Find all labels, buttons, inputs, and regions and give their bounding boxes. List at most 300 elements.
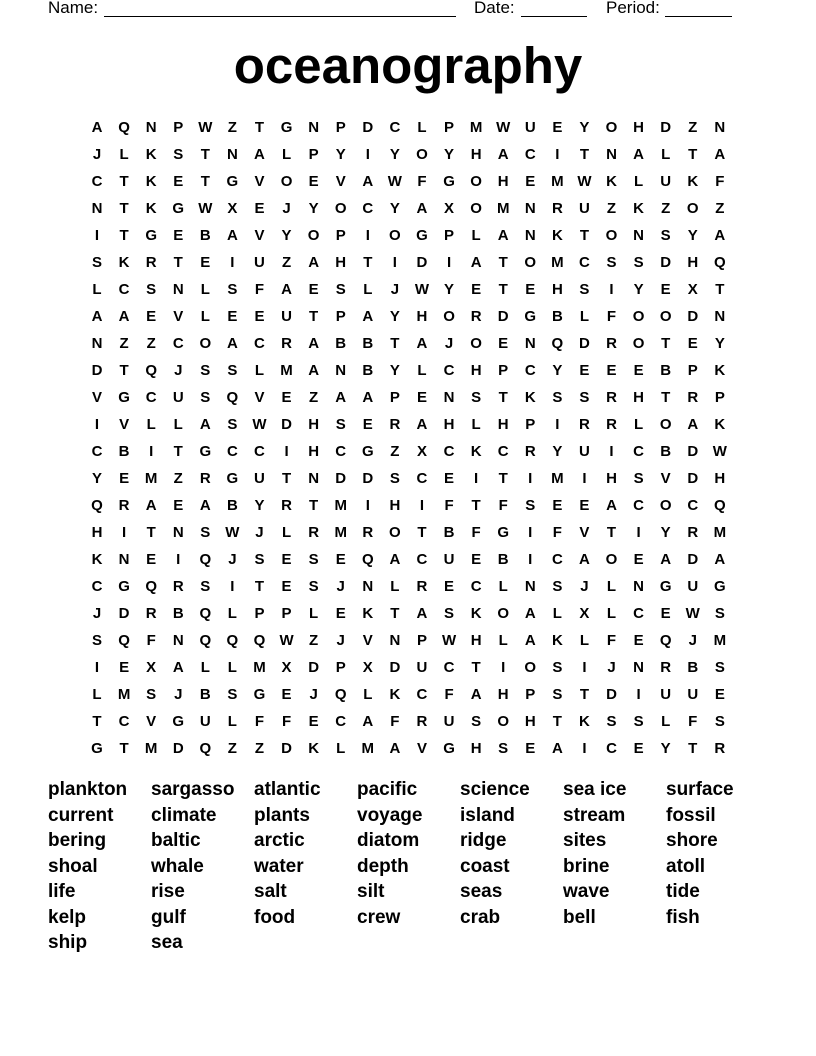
grid-letter[interactable]: I <box>284 443 289 460</box>
grid-letter[interactable]: A <box>254 146 265 163</box>
grid-letter[interactable]: N <box>633 659 645 676</box>
grid-letter[interactable]: N <box>524 200 536 217</box>
grid-letter[interactable]: S <box>444 605 455 622</box>
grid-letter[interactable]: R <box>470 308 482 325</box>
grid-letter[interactable]: F <box>390 713 400 730</box>
grid-letter[interactable]: O <box>443 308 455 325</box>
grid-letter[interactable]: A <box>606 497 617 514</box>
grid-letter[interactable]: Q <box>713 497 726 514</box>
grid-letter[interactable]: S <box>308 551 319 568</box>
grid-letter[interactable]: J <box>444 335 454 352</box>
grid-letter[interactable]: K <box>145 173 157 190</box>
grid-letter[interactable]: Q <box>199 605 212 622</box>
grid-letter[interactable]: O <box>524 659 537 676</box>
grid-letter[interactable]: S <box>498 740 509 757</box>
grid-letter[interactable]: N <box>308 470 320 487</box>
grid-letter[interactable]: C <box>145 389 157 406</box>
grid-letter[interactable]: S <box>525 497 536 514</box>
grid-letter[interactable]: E <box>444 470 455 487</box>
grid-letter[interactable]: A <box>416 335 428 352</box>
grid-letter[interactable]: A <box>362 713 374 730</box>
grid-letter[interactable]: Y <box>714 335 725 352</box>
grid-letter[interactable]: K <box>470 443 482 460</box>
grid-letter[interactable]: A <box>714 551 726 568</box>
grid-letter[interactable]: R <box>579 416 590 433</box>
grid-letter[interactable]: C <box>633 497 645 514</box>
grid-letter[interactable]: R <box>389 416 401 433</box>
grid-letter[interactable]: F <box>254 281 265 298</box>
grid-letter[interactable]: H <box>714 470 726 487</box>
grid-letter[interactable]: F <box>715 173 725 190</box>
grid-letter[interactable]: Q <box>226 389 239 406</box>
grid-letter[interactable]: C <box>633 443 645 460</box>
grid-letter[interactable]: M <box>117 686 131 703</box>
grid-letter[interactable]: T <box>498 254 508 271</box>
grid-letter[interactable]: N <box>172 281 184 298</box>
grid-letter[interactable]: F <box>254 713 265 730</box>
grid-letter[interactable]: L <box>200 659 210 676</box>
grid-letter[interactable]: H <box>389 497 401 514</box>
grid-letter[interactable]: G <box>443 173 455 190</box>
grid-letter[interactable]: I <box>555 416 560 433</box>
grid-letter[interactable]: I <box>121 524 127 541</box>
grid-letter[interactable]: B <box>687 659 699 676</box>
grid-letter[interactable]: D <box>687 551 699 568</box>
grid-letter[interactable]: V <box>254 227 265 244</box>
grid-letter[interactable]: M <box>551 470 564 487</box>
grid-letter[interactable]: A <box>416 416 428 433</box>
grid-letter[interactable]: R <box>416 578 428 595</box>
grid-letter[interactable]: G <box>199 443 212 460</box>
grid-letter[interactable]: W <box>387 173 402 190</box>
grid-letter[interactable]: P <box>498 362 509 379</box>
grid-letter[interactable]: L <box>227 659 237 676</box>
grid-letter[interactable]: V <box>146 713 157 730</box>
grid-letter[interactable]: F <box>471 524 481 541</box>
grid-letter[interactable]: A <box>226 227 238 244</box>
grid-letter[interactable]: E <box>660 605 671 622</box>
grid-letter[interactable]: R <box>524 443 536 460</box>
grid-letter[interactable]: W <box>496 119 511 136</box>
grid-letter[interactable]: Q <box>361 551 374 568</box>
grid-letter[interactable]: C <box>470 578 482 595</box>
grid-letter[interactable]: T <box>119 200 129 217</box>
grid-letter[interactable]: Y <box>660 740 671 757</box>
grid-letter[interactable]: D <box>687 470 699 487</box>
grid-letter[interactable]: L <box>363 686 373 703</box>
grid-letter[interactable]: P <box>714 389 725 406</box>
grid-letter[interactable]: X <box>444 200 455 217</box>
grid-letter[interactable]: U <box>416 659 428 676</box>
grid-letter[interactable]: V <box>254 389 265 406</box>
grid-letter[interactable]: E <box>633 632 644 649</box>
grid-letter[interactable]: D <box>687 308 699 325</box>
grid-letter[interactable]: S <box>606 254 617 271</box>
grid-letter[interactable]: D <box>579 335 590 352</box>
grid-letter[interactable]: T <box>309 497 319 514</box>
grid-letter[interactable]: I <box>365 227 370 244</box>
grid-letter[interactable]: O <box>470 173 482 190</box>
grid-letter[interactable]: H <box>470 146 482 163</box>
grid-letter[interactable]: V <box>579 524 590 541</box>
grid-letter[interactable]: H <box>308 416 320 433</box>
grid-letter[interactable]: C <box>524 362 536 379</box>
grid-letter[interactable]: S <box>633 254 644 271</box>
grid-letter[interactable]: A <box>389 551 401 568</box>
grid-letter[interactable]: W <box>712 443 727 460</box>
grid-letter[interactable]: R <box>660 659 672 676</box>
grid-letter[interactable]: O <box>659 416 672 433</box>
grid-letter[interactable]: R <box>606 416 617 433</box>
grid-letter[interactable]: K <box>470 605 482 622</box>
grid-letter[interactable]: O <box>307 227 320 244</box>
grid-letter[interactable]: T <box>281 470 292 487</box>
grid-letter[interactable]: P <box>335 659 346 676</box>
grid-letter[interactable]: N <box>524 578 536 595</box>
grid-letter[interactable]: M <box>361 740 375 757</box>
grid-letter[interactable]: D <box>281 416 292 433</box>
grid-letter[interactable]: D <box>497 308 509 325</box>
grid-letter[interactable]: N <box>524 227 536 244</box>
grid-letter[interactable]: E <box>227 308 238 325</box>
grid-letter[interactable]: M <box>334 497 347 514</box>
grid-letter[interactable]: J <box>688 632 697 649</box>
grid-letter[interactable]: N <box>633 578 645 595</box>
grid-letter[interactable]: E <box>525 173 536 190</box>
grid-letter[interactable]: S <box>200 524 211 541</box>
grid-letter[interactable]: C <box>172 335 184 352</box>
grid-letter[interactable]: N <box>714 119 726 136</box>
grid-letter[interactable]: A <box>579 551 590 568</box>
grid-letter[interactable]: S <box>552 686 563 703</box>
grid-letter[interactable]: Q <box>91 497 103 514</box>
grid-letter[interactable]: E <box>633 551 644 568</box>
grid-letter[interactable]: F <box>281 713 292 730</box>
name-field[interactable] <box>104 16 456 17</box>
grid-letter[interactable]: C <box>606 740 617 757</box>
grid-letter[interactable]: Z <box>227 119 237 136</box>
grid-letter[interactable]: R <box>308 524 320 541</box>
grid-letter[interactable]: P <box>308 146 319 163</box>
grid-letter[interactable]: Y <box>444 281 455 298</box>
grid-letter[interactable]: E <box>173 227 184 244</box>
grid-letter[interactable]: T <box>579 227 590 244</box>
grid-letter[interactable]: Y <box>254 497 265 514</box>
grid-letter[interactable]: I <box>528 524 533 541</box>
grid-letter[interactable]: L <box>661 146 671 163</box>
grid-letter[interactable]: S <box>91 632 102 649</box>
grid-letter[interactable]: G <box>659 578 672 595</box>
grid-letter[interactable]: T <box>552 713 562 730</box>
grid-letter[interactable]: G <box>118 578 130 595</box>
grid-letter[interactable]: A <box>281 281 292 298</box>
grid-letter[interactable]: K <box>389 686 401 703</box>
grid-letter[interactable]: K <box>687 173 699 190</box>
grid-letter[interactable]: P <box>444 227 455 244</box>
grid-letter[interactable]: R <box>714 740 726 757</box>
grid-letter[interactable]: U <box>660 686 672 703</box>
grid-letter[interactable]: S <box>660 227 671 244</box>
grid-letter[interactable]: Y <box>444 146 455 163</box>
grid-letter[interactable]: A <box>362 389 374 406</box>
grid-letter[interactable]: C <box>254 443 265 460</box>
grid-letter[interactable]: C <box>551 551 563 568</box>
grid-letter[interactable]: E <box>444 578 455 595</box>
grid-letter[interactable]: H <box>497 173 509 190</box>
grid-letter[interactable]: L <box>471 227 481 244</box>
grid-letter[interactable]: T <box>498 281 508 298</box>
grid-letter[interactable]: F <box>552 524 562 541</box>
grid-letter[interactable]: M <box>144 740 158 757</box>
grid-letter[interactable]: E <box>633 362 644 379</box>
grid-letter[interactable]: I <box>392 254 397 271</box>
grid-letter[interactable]: K <box>606 173 617 190</box>
grid-letter[interactable]: J <box>174 362 183 379</box>
grid-letter[interactable]: E <box>308 281 319 298</box>
grid-letter[interactable]: K <box>524 389 536 406</box>
grid-letter[interactable]: Q <box>118 632 130 649</box>
grid-letter[interactable]: M <box>334 524 347 541</box>
period-field[interactable] <box>665 16 732 17</box>
grid-letter[interactable]: R <box>606 389 617 406</box>
grid-letter[interactable]: E <box>471 281 482 298</box>
grid-letter[interactable]: I <box>609 281 614 298</box>
grid-letter[interactable]: L <box>92 281 102 298</box>
grid-letter[interactable]: P <box>525 686 536 703</box>
grid-letter[interactable]: C <box>118 713 130 730</box>
grid-letter[interactable]: C <box>687 497 699 514</box>
grid-letter[interactable]: A <box>91 308 103 325</box>
grid-letter[interactable]: N <box>335 362 347 379</box>
grid-letter[interactable]: W <box>414 281 430 298</box>
grid-letter[interactable]: R <box>606 335 617 352</box>
grid-letter[interactable]: T <box>498 389 508 406</box>
grid-letter[interactable]: E <box>119 470 130 487</box>
grid-letter[interactable]: A <box>362 308 374 325</box>
grid-letter[interactable]: U <box>579 443 590 460</box>
grid-letter[interactable]: R <box>145 605 157 622</box>
grid-letter[interactable]: T <box>715 281 725 298</box>
grid-letter[interactable]: E <box>281 551 292 568</box>
grid-letter[interactable]: J <box>282 200 291 217</box>
grid-letter[interactable]: K <box>551 227 563 244</box>
grid-letter[interactable]: S <box>227 281 238 298</box>
grid-letter[interactable]: O <box>334 200 347 217</box>
grid-letter[interactable]: T <box>119 362 129 379</box>
grid-letter[interactable]: W <box>225 524 240 541</box>
grid-letter[interactable]: T <box>200 146 210 163</box>
grid-letter[interactable]: Y <box>389 362 400 379</box>
grid-letter[interactable]: E <box>633 740 644 757</box>
grid-letter[interactable]: I <box>636 524 641 541</box>
grid-letter[interactable]: S <box>200 362 211 379</box>
grid-letter[interactable]: J <box>228 551 237 568</box>
grid-letter[interactable]: H <box>633 389 645 406</box>
grid-letter[interactable]: C <box>362 200 374 217</box>
grid-letter[interactable]: S <box>714 659 725 676</box>
grid-letter[interactable]: X <box>227 200 238 217</box>
grid-letter[interactable]: Y <box>389 200 400 217</box>
grid-letter[interactable]: E <box>525 740 536 757</box>
grid-letter[interactable]: A <box>308 335 320 352</box>
grid-letter[interactable]: K <box>145 200 157 217</box>
grid-letter[interactable]: E <box>552 497 563 514</box>
grid-letter[interactable]: E <box>173 497 184 514</box>
grid-letter[interactable]: I <box>365 146 370 163</box>
grid-letter[interactable]: T <box>661 389 671 406</box>
grid-letter[interactable]: O <box>605 227 618 244</box>
grid-letter[interactable]: S <box>200 578 211 595</box>
grid-letter[interactable]: E <box>714 686 725 703</box>
grid-letter[interactable]: Z <box>173 470 183 487</box>
grid-letter[interactable]: F <box>146 632 156 649</box>
grid-letter[interactable]: T <box>498 470 508 487</box>
grid-letter[interactable]: E <box>498 335 509 352</box>
grid-letter[interactable]: I <box>94 659 100 676</box>
grid-letter[interactable]: C <box>497 443 509 460</box>
grid-letter[interactable]: G <box>524 308 537 325</box>
grid-letter[interactable]: Q <box>253 632 266 649</box>
grid-letter[interactable]: M <box>551 173 564 190</box>
grid-letter[interactable]: W <box>441 632 457 649</box>
grid-letter[interactable]: R <box>551 200 563 217</box>
grid-letter[interactable]: A <box>497 146 509 163</box>
grid-letter[interactable]: L <box>634 173 644 190</box>
grid-letter[interactable]: A <box>362 173 374 190</box>
grid-letter[interactable]: H <box>308 443 320 460</box>
grid-letter[interactable]: V <box>416 740 427 757</box>
grid-letter[interactable]: G <box>91 740 103 757</box>
grid-letter[interactable]: L <box>606 605 617 622</box>
grid-letter[interactable]: L <box>417 119 427 136</box>
grid-letter[interactable]: T <box>471 659 481 676</box>
grid-letter[interactable]: O <box>280 173 293 190</box>
grid-letter[interactable]: V <box>119 416 130 433</box>
grid-letter[interactable]: O <box>632 308 645 325</box>
grid-letter[interactable]: K <box>579 713 590 730</box>
grid-letter[interactable]: L <box>634 416 644 433</box>
grid-letter[interactable]: D <box>606 686 617 703</box>
grid-letter[interactable]: G <box>145 227 157 244</box>
grid-letter[interactable]: E <box>281 389 292 406</box>
grid-letter[interactable]: E <box>606 362 617 379</box>
grid-letter[interactable]: K <box>362 605 374 622</box>
grid-letter[interactable]: P <box>173 119 184 136</box>
grid-letter[interactable]: F <box>444 686 454 703</box>
grid-letter[interactable]: T <box>92 713 102 730</box>
grid-letter[interactable]: C <box>443 362 455 379</box>
grid-letter[interactable]: I <box>149 443 154 460</box>
grid-letter[interactable]: H <box>470 740 482 757</box>
grid-letter[interactable]: S <box>552 578 563 595</box>
grid-letter[interactable]: R <box>281 335 292 352</box>
grid-letter[interactable]: I <box>419 497 425 514</box>
grid-letter[interactable]: F <box>606 632 617 649</box>
grid-letter[interactable]: S <box>579 281 590 298</box>
grid-letter[interactable]: L <box>92 686 102 703</box>
grid-letter[interactable]: A <box>308 254 320 271</box>
grid-letter[interactable]: N <box>91 200 103 217</box>
grid-letter[interactable]: O <box>659 497 672 514</box>
grid-letter[interactable]: X <box>362 659 373 676</box>
grid-letter[interactable]: D <box>687 443 699 460</box>
grid-letter[interactable]: Y <box>633 281 644 298</box>
grid-letter[interactable]: R <box>145 254 157 271</box>
grid-letter[interactable]: G <box>253 686 266 703</box>
grid-letter[interactable]: A <box>470 254 482 271</box>
date-field[interactable] <box>521 16 587 17</box>
grid-letter[interactable]: L <box>254 362 265 379</box>
grid-letter[interactable]: G <box>172 200 185 217</box>
grid-letter[interactable]: E <box>119 659 130 676</box>
grid-letter[interactable]: Q <box>199 740 212 757</box>
grid-letter[interactable]: X <box>146 659 157 676</box>
grid-letter[interactable]: U <box>199 713 211 730</box>
grid-letter[interactable]: D <box>660 119 672 136</box>
grid-letter[interactable]: W <box>198 200 213 217</box>
grid-letter[interactable]: Y <box>389 146 400 163</box>
grid-letter[interactable]: C <box>91 443 103 460</box>
grid-letter[interactable]: N <box>362 578 374 595</box>
grid-letter[interactable]: U <box>254 470 265 487</box>
grid-letter[interactable]: A <box>335 389 347 406</box>
grid-letter[interactable]: D <box>416 254 428 271</box>
grid-letter[interactable]: K <box>118 254 130 271</box>
grid-letter[interactable]: A <box>687 416 699 433</box>
grid-letter[interactable]: Q <box>226 632 239 649</box>
grid-letter[interactable]: B <box>660 443 672 460</box>
grid-letter[interactable]: E <box>146 308 157 325</box>
grid-letter[interactable]: D <box>660 254 672 271</box>
grid-letter[interactable]: K <box>91 551 103 568</box>
grid-letter[interactable]: L <box>281 146 292 163</box>
grid-letter[interactable]: I <box>230 578 235 595</box>
grid-letter[interactable]: J <box>607 659 616 676</box>
grid-letter[interactable]: T <box>254 119 265 136</box>
grid-letter[interactable]: A <box>633 146 645 163</box>
grid-letter[interactable]: T <box>173 443 183 460</box>
grid-letter[interactable]: O <box>470 335 482 352</box>
grid-letter[interactable]: N <box>443 389 455 406</box>
grid-letter[interactable]: P <box>525 416 536 433</box>
grid-letter[interactable]: P <box>687 362 698 379</box>
grid-letter[interactable]: N <box>633 227 645 244</box>
grid-letter[interactable]: J <box>580 578 589 595</box>
grid-letter[interactable]: Y <box>91 470 102 487</box>
grid-letter[interactable]: T <box>146 524 156 541</box>
grid-letter[interactable]: E <box>200 254 211 271</box>
grid-letter[interactable]: H <box>497 686 509 703</box>
grid-letter[interactable]: I <box>528 551 533 568</box>
grid-letter[interactable]: D <box>172 740 184 757</box>
grid-letter[interactable]: Q <box>118 119 130 136</box>
grid-letter[interactable]: P <box>416 632 427 649</box>
grid-letter[interactable]: P <box>444 119 455 136</box>
grid-letter[interactable]: S <box>552 659 563 676</box>
grid-letter[interactable]: O <box>686 200 699 217</box>
grid-letter[interactable]: V <box>173 308 184 325</box>
grid-letter[interactable]: L <box>417 362 427 379</box>
grid-letter[interactable]: T <box>173 254 183 271</box>
grid-letter[interactable]: J <box>255 524 264 541</box>
grid-letter[interactable]: C <box>91 173 103 190</box>
grid-letter[interactable]: R <box>362 524 374 541</box>
grid-letter[interactable]: N <box>714 308 726 325</box>
grid-letter[interactable]: B <box>551 308 563 325</box>
grid-letter[interactable]: P <box>335 119 346 136</box>
grid-letter[interactable]: E <box>254 200 265 217</box>
grid-letter[interactable]: A <box>118 308 130 325</box>
